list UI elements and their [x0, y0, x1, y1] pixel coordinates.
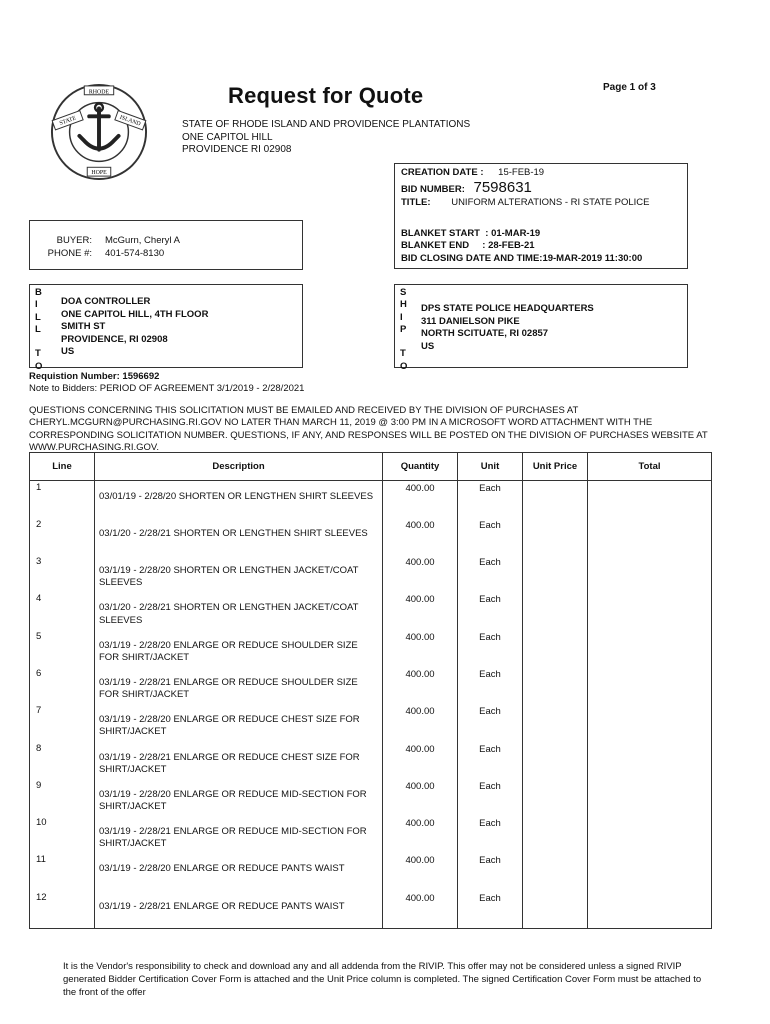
line-number-cell: 2	[30, 518, 95, 555]
quantity-cell: 400.00	[383, 779, 458, 816]
col-header-description: Description	[95, 453, 383, 481]
total-cell[interactable]	[588, 779, 712, 816]
col-header-quantity: Quantity	[383, 453, 458, 481]
total-cell[interactable]	[588, 891, 712, 928]
table-row	[30, 742, 712, 779]
unit-price-cell[interactable]	[523, 592, 588, 629]
total-cell[interactable]	[588, 667, 712, 704]
phone-label: PHONE #:	[47, 248, 92, 259]
closing-row	[401, 253, 642, 264]
org-line: ONE CAPITOL HILL	[182, 131, 273, 143]
unit-cell: Each	[458, 816, 523, 853]
line-number-cell: 10	[30, 816, 95, 853]
phone-value: 401-574-8130	[105, 248, 165, 259]
table-row	[30, 555, 712, 592]
unit-price-cell[interactable]	[523, 704, 588, 741]
organization-address	[182, 119, 470, 157]
col-header-unit: Unit	[458, 453, 523, 481]
line-items-table	[29, 452, 712, 929]
total-cell[interactable]	[588, 555, 712, 592]
seal-text-right: ISLAND	[118, 114, 142, 128]
description-cell: 03/1/19 - 2/28/20 ENLARGE OR REDUCE PANTS WAIST	[95, 853, 383, 890]
note-to-bidders: Note to Bidders: PERIOD OF AGREEMENT 3/1/2019 - 2/28/2021	[29, 383, 305, 394]
ship-to-address: DPS STATE POLICE HEADQUARTERS 311 DANIELSON PIKE NORTH SCITUATE, RI 02857 US	[421, 303, 594, 352]
table-row	[30, 779, 712, 816]
unit-cell: Each	[458, 555, 523, 592]
total-cell[interactable]	[588, 481, 712, 518]
quantity-cell: 400.00	[383, 853, 458, 890]
seal-text-top: RHODE	[88, 89, 110, 96]
table-header-row	[30, 453, 712, 481]
seal-text-left: STATE	[58, 115, 78, 127]
total-cell[interactable]	[588, 518, 712, 555]
description-cell: 03/1/19 - 2/28/20 ENLARGE OR REDUCE SHOULDER SIZE FOR SHIRT/JACKET	[95, 630, 383, 667]
unit-cell: Each	[458, 481, 523, 518]
title-row	[401, 197, 650, 208]
unit-cell: Each	[458, 704, 523, 741]
total-cell[interactable]	[588, 816, 712, 853]
line-number-cell: 7	[30, 704, 95, 741]
unit-price-cell[interactable]	[523, 816, 588, 853]
bill-to-address: DOA CONTROLLER ONE CAPITOL HILL, 4TH FLOOR SMITH ST PROVIDENCE, RI 02908 US	[61, 296, 209, 357]
quantity-cell: 400.00	[383, 667, 458, 704]
blanket-start: BLANKET START : 01-MAR-19	[401, 228, 541, 239]
creation-date-label: CREATION DATE :	[401, 167, 484, 178]
unit-price-cell[interactable]	[523, 891, 588, 928]
quantity-cell: 400.00	[383, 742, 458, 779]
title-value: UNIFORM ALTERATIONS - RI STATE POLICE	[451, 197, 650, 208]
table-row	[30, 891, 712, 928]
buyer-label: BUYER:	[56, 235, 92, 246]
total-cell[interactable]	[588, 853, 712, 890]
unit-price-cell[interactable]	[523, 853, 588, 890]
description-cell: 03/1/19 - 2/28/20 SHORTEN OR LENGTHEN JACKET/COAT SLEEVES	[95, 555, 383, 592]
unit-cell: Each	[458, 891, 523, 928]
unit-cell: Each	[458, 853, 523, 890]
total-cell[interactable]	[588, 630, 712, 667]
total-cell[interactable]	[588, 742, 712, 779]
description-cell: 03/01/19 - 2/28/20 SHORTEN OR LENGTHEN SHIRT SLEEVES	[95, 481, 383, 518]
unit-price-cell[interactable]	[523, 630, 588, 667]
quantity-cell: 400.00	[383, 481, 458, 518]
total-cell[interactable]	[588, 592, 712, 629]
table-row	[30, 592, 712, 629]
unit-cell: Each	[458, 518, 523, 555]
bid-number-value: 7598631	[473, 179, 532, 196]
closing-value: 19-MAR-2019 11:30:00	[542, 253, 643, 264]
document-title: Request for Quote	[228, 83, 424, 108]
quantity-cell: 400.00	[383, 592, 458, 629]
buyer-box	[29, 220, 303, 270]
line-number-cell: 9	[30, 779, 95, 816]
table-row	[30, 853, 712, 890]
unit-cell: Each	[458, 742, 523, 779]
total-cell[interactable]	[588, 704, 712, 741]
line-number-cell: 12	[30, 891, 95, 928]
description-cell: 03/1/19 - 2/28/21 ENLARGE OR REDUCE MID-SECTION FOR SHIRT/JACKET	[95, 816, 383, 853]
creation-date-value: 15-FEB-19	[498, 167, 545, 178]
description-cell: 03/1/19 - 2/28/21 ENLARGE OR REDUCE PANTS WAIST	[95, 891, 383, 928]
line-number-cell: 8	[30, 742, 95, 779]
unit-cell: Each	[458, 667, 523, 704]
line-number-cell: 6	[30, 667, 95, 704]
title-label: TITLE:	[401, 197, 431, 208]
table-row	[30, 481, 712, 518]
requisition-block	[29, 371, 304, 395]
ship-to-box	[394, 284, 688, 372]
quantity-cell: 400.00	[383, 816, 458, 853]
description-cell: 03/1/20 - 2/28/21 SHORTEN OR LENGTHEN SHIRT SLEEVES	[95, 518, 383, 555]
table-row	[30, 630, 712, 667]
description-cell: 03/1/20 - 2/28/21 SHORTEN OR LENGTHEN JACKET/COAT SLEEVES	[95, 592, 383, 629]
line-number-cell: 3	[30, 555, 95, 592]
closing-label: BID CLOSING DATE AND TIME:	[401, 253, 543, 264]
org-line: PROVIDENCE RI 02908	[182, 144, 292, 155]
line-number-cell: 4	[30, 592, 95, 629]
vendor-responsibility-notice: It is the Vendor's responsibility to check and download any and all addenda from the RIVIP. This offer may not be considered unless a signed RIVIP generated Bidder Certification Cover Form is attached and the Unit Price column is completed. The signed Certification Cover Form must be attached to the front of the offer	[63, 961, 702, 998]
bid-number-row	[401, 179, 532, 196]
quantity-cell: 400.00	[383, 704, 458, 741]
unit-cell: Each	[458, 630, 523, 667]
table-row	[30, 518, 712, 555]
requisition-number: Requistion Number: 1596692	[29, 371, 160, 382]
description-cell: 03/1/19 - 2/28/21 ENLARGE OR REDUCE CHEST SIZE FOR SHIRT/JACKET	[95, 742, 383, 779]
page-number: Page 1 of 3	[603, 82, 656, 93]
col-header-line: Line	[30, 453, 95, 481]
unit-price-cell[interactable]	[523, 742, 588, 779]
state-seal-logo	[50, 83, 148, 181]
ship-to-vertical-label: S H I P T O	[400, 287, 408, 372]
unit-cell: Each	[458, 779, 523, 816]
unit-price-cell[interactable]	[523, 555, 588, 592]
creation-date-row	[401, 167, 544, 178]
buyer-name: McGurn, Cheryl A	[105, 235, 180, 246]
line-number-cell: 1	[30, 481, 95, 518]
col-header-total: Total	[588, 453, 712, 481]
quantity-cell: 400.00	[383, 891, 458, 928]
bill-to-box	[29, 284, 303, 372]
unit-price-cell[interactable]	[523, 481, 588, 518]
col-header-unit-price: Unit Price	[523, 453, 588, 481]
line-number-cell: 5	[30, 630, 95, 667]
unit-price-cell[interactable]	[523, 518, 588, 555]
blanket-end: BLANKET END : 28-FEB-21	[401, 240, 535, 251]
line-number-cell: 11	[30, 853, 95, 890]
bid-number-label: BID NUMBER:	[401, 184, 465, 195]
unit-price-cell[interactable]	[523, 779, 588, 816]
quantity-cell: 400.00	[383, 630, 458, 667]
unit-price-cell[interactable]	[523, 667, 588, 704]
org-line: STATE OF RHODE ISLAND AND PROVIDENCE PLANTATIONS	[182, 119, 471, 130]
quantity-cell: 400.00	[383, 555, 458, 592]
table-row	[30, 816, 712, 853]
bid-info-box	[394, 163, 688, 269]
bill-to-vertical-label: B I L L T O	[35, 287, 43, 372]
table-row	[30, 667, 712, 704]
questions-paragraph: QUESTIONS CONCERNING THIS SOLICITATION MUST BE EMAILED AND RECEIVED BY THE DIVISION OF PURCHASES AT CHERYL.MCGURN@PURCHASING.RI.GOV NO LATER THAN MARCH 11, 2019 @ 3:00 PM IN A MICROSOFT WORD ATTACHMENT WITH THE CORRESPONDING SOLICITATION NUMBER. QUESTIONS, IF ANY, AND RESPONSES WILL BE POSTED ON THE DIVISION OF PURCHASES WEBSITE AT WWW.PURCHASING.RI.GOV.	[29, 405, 708, 453]
unit-cell: Each	[458, 592, 523, 629]
description-cell: 03/1/19 - 2/28/20 ENLARGE OR REDUCE MID-SECTION FOR SHIRT/JACKET	[95, 779, 383, 816]
seal-text-bottom: HOPE	[91, 170, 107, 177]
description-cell: 03/1/19 - 2/28/20 ENLARGE OR REDUCE CHEST SIZE FOR SHIRT/JACKET	[95, 704, 383, 741]
table-row	[30, 704, 712, 741]
description-cell: 03/1/19 - 2/28/21 ENLARGE OR REDUCE SHOULDER SIZE FOR SHIRT/JACKET	[95, 667, 383, 704]
quantity-cell: 400.00	[383, 518, 458, 555]
